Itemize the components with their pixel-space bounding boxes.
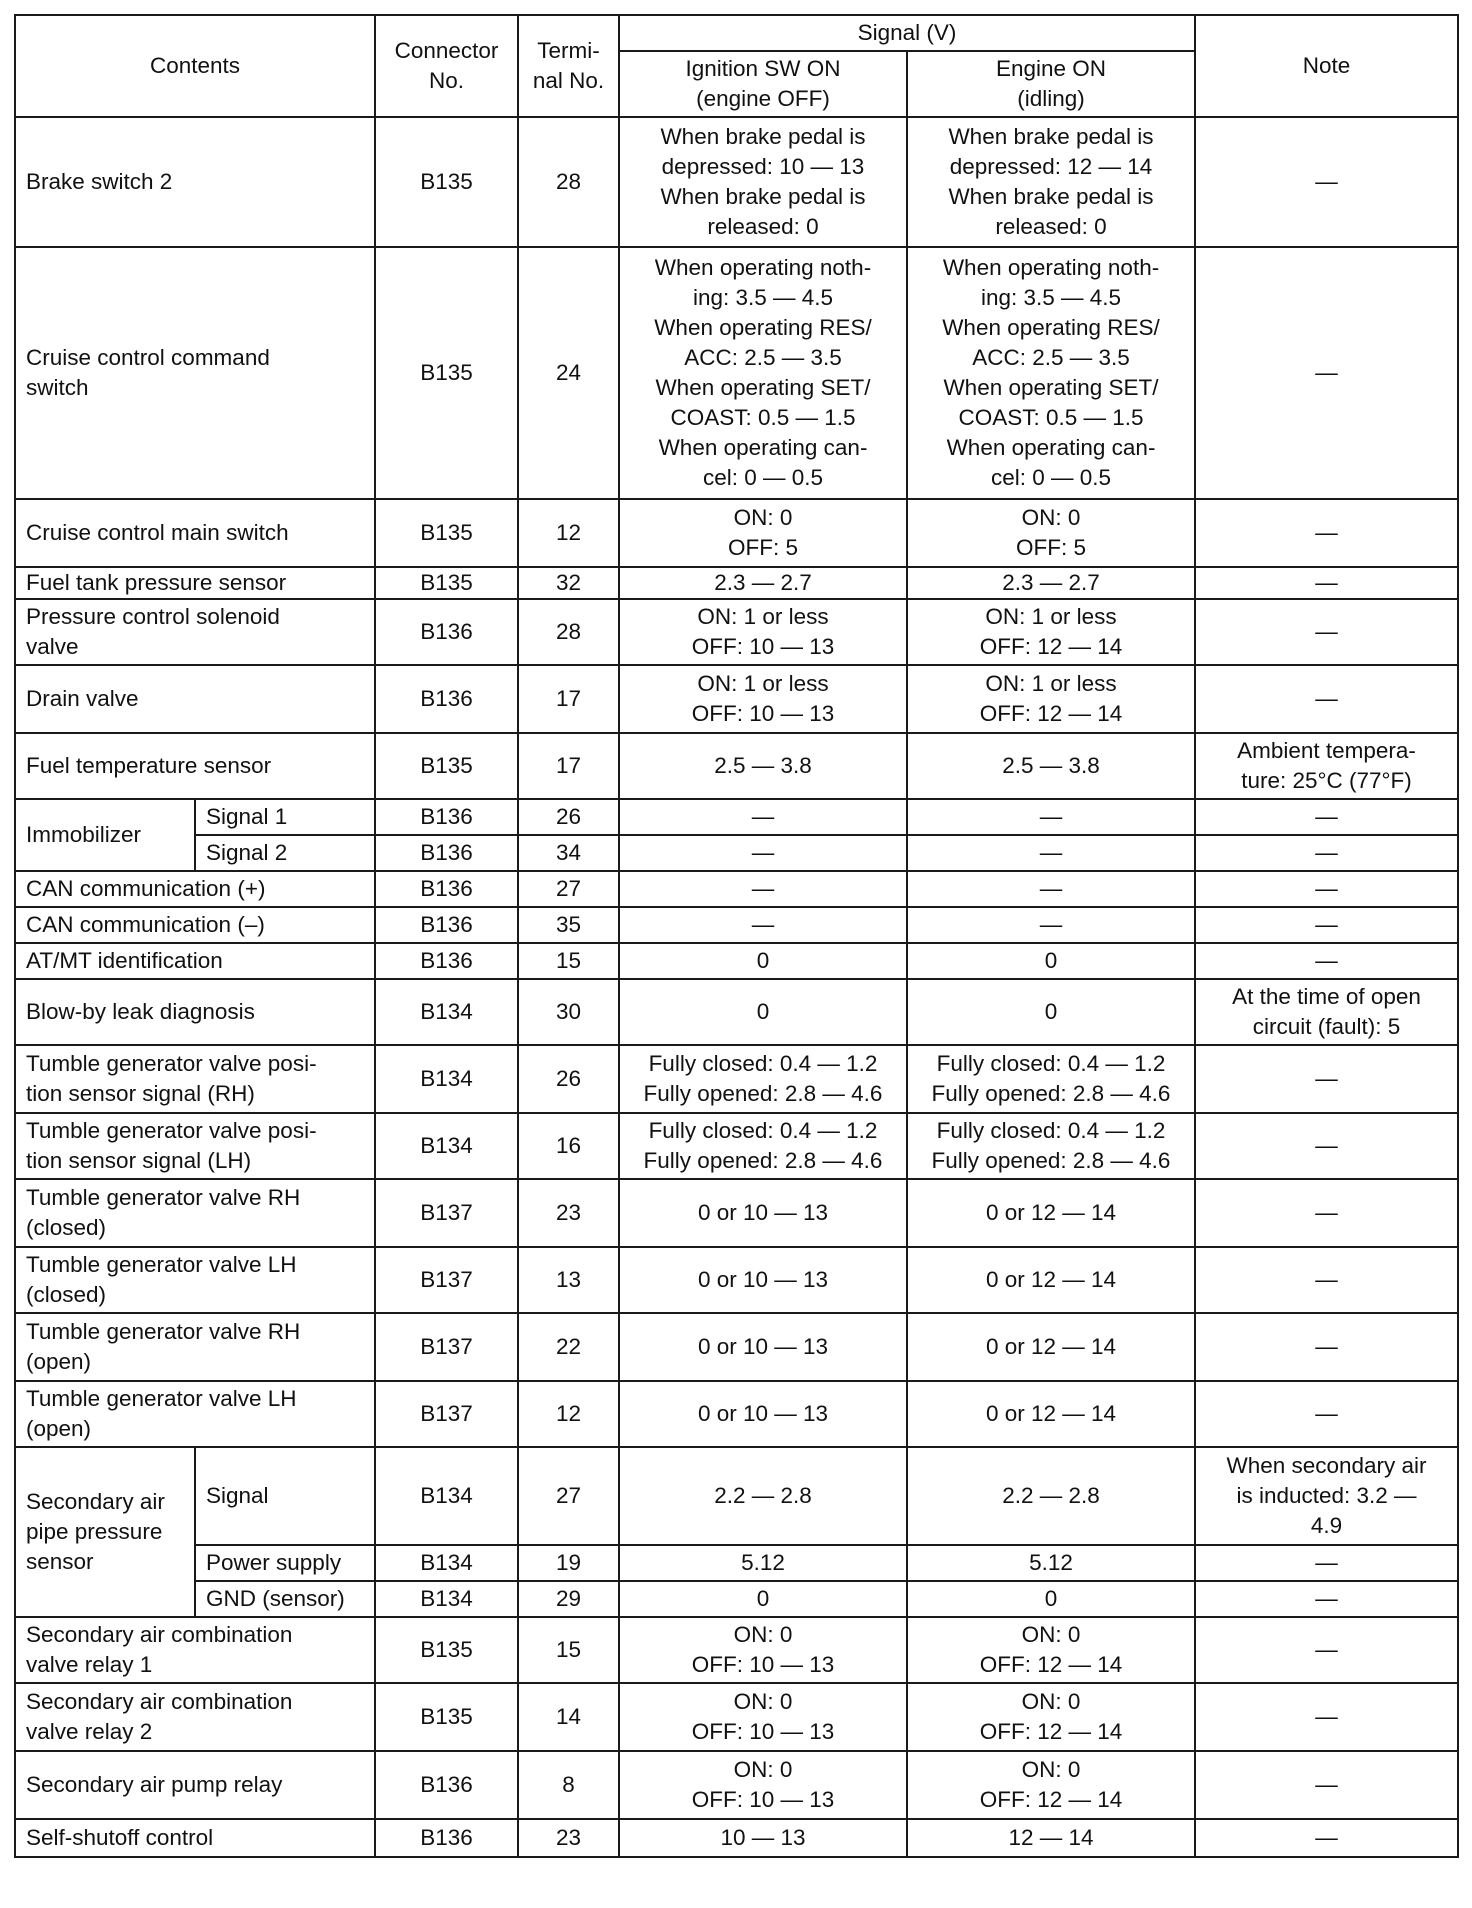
terminal-cell: 22 <box>518 1313 619 1381</box>
note-cell: — <box>1195 247 1458 499</box>
terminal-cell: 15 <box>518 943 619 979</box>
sub-label: Signal 1 <box>195 799 375 835</box>
ignition-signal-cell: ON: 0 OFF: 10 — 13 <box>619 1751 907 1819</box>
engine-signal-cell: — <box>907 835 1195 871</box>
note-cell: — <box>1195 1381 1458 1447</box>
contents-cell: Cruise control main switch <box>15 499 375 567</box>
connector-cell: B136 <box>375 1751 518 1819</box>
note-cell: — <box>1195 1113 1458 1179</box>
ignition-signal-cell: 2.3 — 2.7 <box>619 567 907 599</box>
engine-signal-cell: 0 or 12 — 14 <box>907 1179 1195 1247</box>
connector-cell: B134 <box>375 1581 518 1617</box>
table-row <box>15 1751 1458 1819</box>
note-cell: — <box>1195 1313 1458 1381</box>
note-cell: — <box>1195 835 1458 871</box>
ignition-signal-cell: 0 <box>619 979 907 1045</box>
table-row <box>15 567 1458 599</box>
note-cell: — <box>1195 665 1458 733</box>
engine-signal-cell: ON: 0 OFF: 12 — 14 <box>907 1617 1195 1683</box>
note-cell: — <box>1195 1045 1458 1113</box>
connector-cell: B136 <box>375 1819 518 1857</box>
table-row <box>15 1247 1458 1313</box>
header-note: Note <box>1195 15 1458 117</box>
contents-cell: Blow-by leak diagnosis <box>15 979 375 1045</box>
contents-cell: Tumble generator valve LH (closed) <box>15 1247 375 1313</box>
ignition-signal-cell: 0 or 10 — 13 <box>619 1179 907 1247</box>
ignition-signal-cell: ON: 1 or less OFF: 10 — 13 <box>619 665 907 733</box>
group-label: Secondary air pipe pressure sensor <box>15 1447 195 1617</box>
terminal-cell: 26 <box>518 799 619 835</box>
engine-signal-cell: 2.5 — 3.8 <box>907 733 1195 799</box>
engine-signal-cell: — <box>907 907 1195 943</box>
note-cell: — <box>1195 907 1458 943</box>
connector-cell: B134 <box>375 1447 518 1545</box>
ignition-signal-cell: 2.5 — 3.8 <box>619 733 907 799</box>
engine-signal-cell: When brake pedal is depressed: 12 — 14 When brake pedal is released: 0 <box>907 117 1195 247</box>
contents-cell: Pressure control solenoid valve <box>15 599 375 665</box>
note-cell: — <box>1195 1683 1458 1751</box>
table-row <box>15 499 1458 567</box>
terminal-cell: 13 <box>518 1247 619 1313</box>
table-row <box>15 1179 1458 1247</box>
header-connector: Connector No. <box>375 15 518 117</box>
terminal-cell: 17 <box>518 665 619 733</box>
terminal-cell: 32 <box>518 567 619 599</box>
connector-cell: B135 <box>375 499 518 567</box>
connector-cell: B137 <box>375 1179 518 1247</box>
ignition-signal-cell: 0 or 10 — 13 <box>619 1313 907 1381</box>
ignition-signal-cell: — <box>619 907 907 943</box>
connector-cell: B135 <box>375 247 518 499</box>
ignition-signal-cell: When brake pedal is depressed: 10 — 13 When brake pedal is released: 0 <box>619 117 907 247</box>
note-cell: — <box>1195 799 1458 835</box>
connector-cell: B137 <box>375 1381 518 1447</box>
engine-signal-cell: ON: 0 OFF: 12 — 14 <box>907 1683 1195 1751</box>
table-row <box>15 799 1458 835</box>
engine-signal-cell: 0 or 12 — 14 <box>907 1247 1195 1313</box>
terminal-cell: 12 <box>518 1381 619 1447</box>
connector-cell: B134 <box>375 1113 518 1179</box>
terminal-cell: 17 <box>518 733 619 799</box>
connector-cell: B136 <box>375 599 518 665</box>
group-label: Immobilizer <box>15 799 195 871</box>
engine-signal-cell: — <box>907 799 1195 835</box>
contents-cell: Secondary air combination valve relay 2 <box>15 1683 375 1751</box>
terminal-cell: 12 <box>518 499 619 567</box>
table-row <box>15 979 1458 1045</box>
engine-signal-cell: ON: 0 OFF: 5 <box>907 499 1195 567</box>
contents-cell: Tumble generator valve posi- tion sensor signal (RH) <box>15 1045 375 1113</box>
engine-signal-cell: Fully closed: 0.4 — 1.2 Fully opened: 2.8 — 4.6 <box>907 1045 1195 1113</box>
terminal-cell: 24 <box>518 247 619 499</box>
header-terminal: Termi- nal No. <box>518 15 619 117</box>
terminal-cell: 34 <box>518 835 619 871</box>
ignition-signal-cell: 2.2 — 2.8 <box>619 1447 907 1545</box>
table-row <box>15 1581 1458 1617</box>
contents-cell: CAN communication (–) <box>15 907 375 943</box>
sub-label: Signal <box>195 1447 375 1545</box>
header-ignition: Ignition SW ON (engine OFF) <box>619 51 907 117</box>
note-cell: — <box>1195 1581 1458 1617</box>
table-body <box>15 117 1458 1857</box>
engine-signal-cell: 2.3 — 2.7 <box>907 567 1195 599</box>
ignition-signal-cell: ON: 0 OFF: 10 — 13 <box>619 1683 907 1751</box>
engine-signal-cell: 0 <box>907 1581 1195 1617</box>
connector-cell: B137 <box>375 1247 518 1313</box>
connector-cell: B135 <box>375 1683 518 1751</box>
connector-cell: B137 <box>375 1313 518 1381</box>
header-engine: Engine ON (idling) <box>907 51 1195 117</box>
ignition-signal-cell: When operating noth- ing: 3.5 — 4.5 When operating RES/ ACC: 2.5 — 3.5 When operating SET/ COAST: 0.5 — 1.5 When operating can- cel: 0 — 0.5 <box>619 247 907 499</box>
ignition-signal-cell: Fully closed: 0.4 — 1.2 Fully opened: 2.8 — 4.6 <box>619 1113 907 1179</box>
connector-cell: B135 <box>375 1617 518 1683</box>
note-cell: — <box>1195 1247 1458 1313</box>
engine-signal-cell: 0 <box>907 979 1195 1045</box>
note-cell: — <box>1195 567 1458 599</box>
terminal-cell: 35 <box>518 907 619 943</box>
note-cell: — <box>1195 1819 1458 1857</box>
engine-signal-cell: ON: 1 or less OFF: 12 — 14 <box>907 665 1195 733</box>
contents-cell: Self-shutoff control <box>15 1819 375 1857</box>
contents-cell: Secondary air pump relay <box>15 1751 375 1819</box>
contents-cell: Tumble generator valve RH (open) <box>15 1313 375 1381</box>
ignition-signal-cell: 0 or 10 — 13 <box>619 1247 907 1313</box>
ignition-signal-cell: — <box>619 799 907 835</box>
sub-label: Power supply <box>195 1545 375 1581</box>
table-row <box>15 835 1458 871</box>
engine-signal-cell: 5.12 <box>907 1545 1195 1581</box>
terminal-cell: 14 <box>518 1683 619 1751</box>
note-cell: — <box>1195 1545 1458 1581</box>
ignition-signal-cell: Fully closed: 0.4 — 1.2 Fully opened: 2.8 — 4.6 <box>619 1045 907 1113</box>
note-cell: At the time of open circuit (fault): 5 <box>1195 979 1458 1045</box>
table-row <box>15 1545 1458 1581</box>
terminal-cell: 16 <box>518 1113 619 1179</box>
terminal-cell: 27 <box>518 1447 619 1545</box>
header-signal: Signal (V) <box>619 15 1195 51</box>
ignition-signal-cell: ON: 0 OFF: 10 — 13 <box>619 1617 907 1683</box>
contents-cell: Fuel temperature sensor <box>15 733 375 799</box>
contents-cell: Fuel tank pressure sensor <box>15 567 375 599</box>
ignition-signal-cell: 0 <box>619 943 907 979</box>
note-cell: — <box>1195 1617 1458 1683</box>
table-row <box>15 599 1458 665</box>
ignition-signal-cell: 5.12 <box>619 1545 907 1581</box>
table-row <box>15 1447 1458 1545</box>
table-row <box>15 1819 1458 1857</box>
connector-cell: B136 <box>375 665 518 733</box>
contents-cell: CAN communication (+) <box>15 871 375 907</box>
terminal-cell: 23 <box>518 1819 619 1857</box>
terminal-cell: 28 <box>518 117 619 247</box>
engine-signal-cell: 0 or 12 — 14 <box>907 1313 1195 1381</box>
table-row <box>15 943 1458 979</box>
table-row <box>15 117 1458 247</box>
connector-cell: B135 <box>375 567 518 599</box>
contents-cell: Tumble generator valve posi- tion sensor signal (LH) <box>15 1113 375 1179</box>
terminal-cell: 27 <box>518 871 619 907</box>
connector-cell: B134 <box>375 979 518 1045</box>
engine-signal-cell: 0 or 12 — 14 <box>907 1381 1195 1447</box>
terminal-cell: 15 <box>518 1617 619 1683</box>
table-row <box>15 1381 1458 1447</box>
note-cell: — <box>1195 499 1458 567</box>
table-row <box>15 247 1458 499</box>
note-cell: — <box>1195 1751 1458 1819</box>
connector-cell: B135 <box>375 733 518 799</box>
note-cell: — <box>1195 1179 1458 1247</box>
table-row <box>15 1045 1458 1113</box>
table-row <box>15 1683 1458 1751</box>
ignition-signal-cell: ON: 1 or less OFF: 10 — 13 <box>619 599 907 665</box>
engine-signal-cell: ON: 1 or less OFF: 12 — 14 <box>907 599 1195 665</box>
contents-cell: Drain valve <box>15 665 375 733</box>
engine-signal-cell: — <box>907 871 1195 907</box>
connector-cell: B134 <box>375 1545 518 1581</box>
connector-cell: B136 <box>375 943 518 979</box>
note-cell: — <box>1195 117 1458 247</box>
contents-cell: Cruise control command switch <box>15 247 375 499</box>
note-cell: Ambient tempera- ture: 25°C (77°F) <box>1195 733 1458 799</box>
terminal-cell: 26 <box>518 1045 619 1113</box>
sub-label: Signal 2 <box>195 835 375 871</box>
engine-signal-cell: 12 — 14 <box>907 1819 1195 1857</box>
terminal-cell: 28 <box>518 599 619 665</box>
connector-cell: B136 <box>375 907 518 943</box>
contents-cell: Secondary air combination valve relay 1 <box>15 1617 375 1683</box>
connector-cell: B136 <box>375 799 518 835</box>
engine-signal-cell: 2.2 — 2.8 <box>907 1447 1195 1545</box>
terminal-cell: 30 <box>518 979 619 1045</box>
ignition-signal-cell: — <box>619 871 907 907</box>
ignition-signal-cell: — <box>619 835 907 871</box>
table-row <box>15 1113 1458 1179</box>
ignition-signal-cell: 0 <box>619 1581 907 1617</box>
connector-cell: B136 <box>375 871 518 907</box>
table-header <box>15 15 1458 117</box>
engine-signal-cell: Fully closed: 0.4 — 1.2 Fully opened: 2.8 — 4.6 <box>907 1113 1195 1179</box>
ignition-signal-cell: 10 — 13 <box>619 1819 907 1857</box>
sub-label: GND (sensor) <box>195 1581 375 1617</box>
table-row <box>15 1313 1458 1381</box>
engine-signal-cell: ON: 0 OFF: 12 — 14 <box>907 1751 1195 1819</box>
ignition-signal-cell: 0 or 10 — 13 <box>619 1381 907 1447</box>
table-row <box>15 665 1458 733</box>
terminal-cell: 19 <box>518 1545 619 1581</box>
connector-cell: B134 <box>375 1045 518 1113</box>
terminal-cell: 29 <box>518 1581 619 1617</box>
connector-cell: B136 <box>375 835 518 871</box>
terminal-cell: 8 <box>518 1751 619 1819</box>
contents-cell: AT/MT identification <box>15 943 375 979</box>
contents-cell: Brake switch 2 <box>15 117 375 247</box>
note-cell: — <box>1195 599 1458 665</box>
signal-spec-table <box>14 14 1459 1858</box>
table-row <box>15 733 1458 799</box>
contents-cell: Tumble generator valve LH (open) <box>15 1381 375 1447</box>
note-cell: — <box>1195 943 1458 979</box>
note-cell: When secondary air is inducted: 3.2 — 4.9 <box>1195 1447 1458 1545</box>
table-row <box>15 907 1458 943</box>
engine-signal-cell: 0 <box>907 943 1195 979</box>
terminal-cell: 23 <box>518 1179 619 1247</box>
note-cell: — <box>1195 871 1458 907</box>
header-contents: Contents <box>15 15 375 117</box>
ignition-signal-cell: ON: 0 OFF: 5 <box>619 499 907 567</box>
connector-cell: B135 <box>375 117 518 247</box>
contents-cell: Tumble generator valve RH (closed) <box>15 1179 375 1247</box>
table-row <box>15 871 1458 907</box>
table-row <box>15 1617 1458 1683</box>
engine-signal-cell: When operating noth- ing: 3.5 — 4.5 When operating RES/ ACC: 2.5 — 3.5 When operating SET/ COAST: 0.5 — 1.5 When operating can- cel: 0 — 0.5 <box>907 247 1195 499</box>
